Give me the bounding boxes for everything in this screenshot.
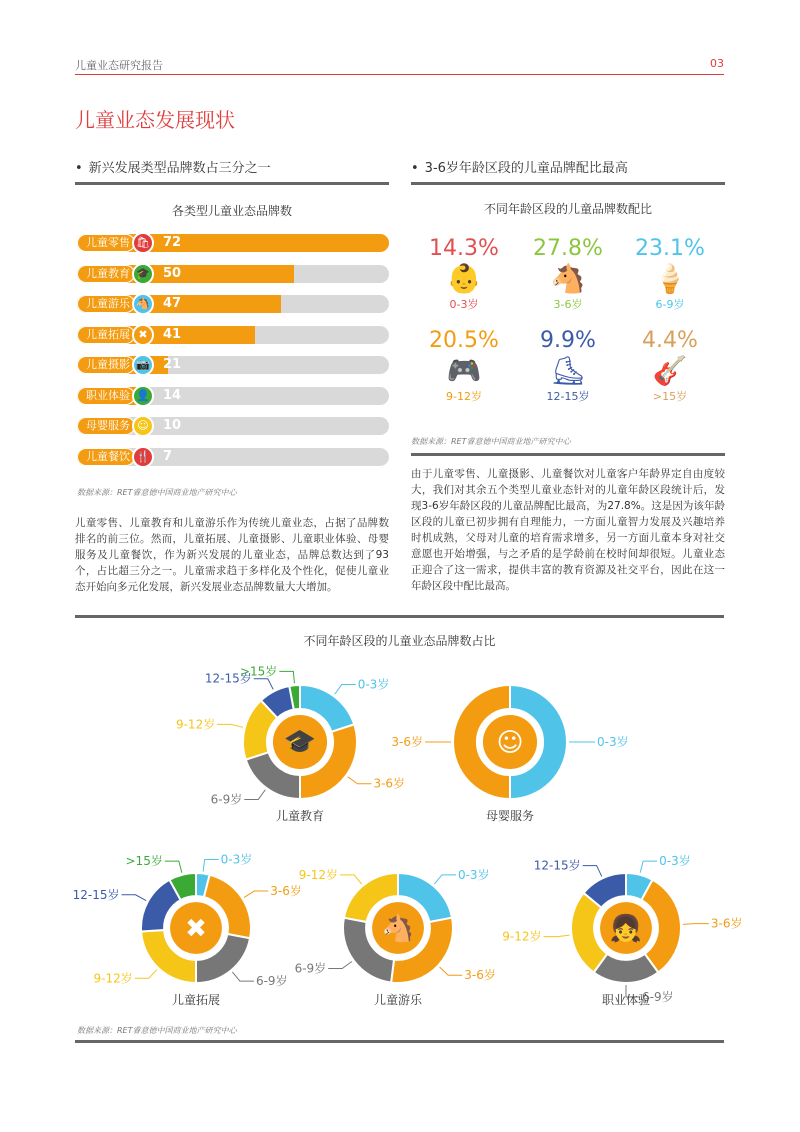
donut-leader-line (434, 875, 456, 884)
donut-slice-label: 0-3岁 (597, 735, 629, 749)
donut-slice-label: 0-3岁 (357, 677, 390, 692)
age-percent-value: 9.9% (540, 328, 596, 353)
donut-slice-label: 6-9岁 (255, 974, 288, 989)
donut-leader-line (328, 962, 352, 969)
bottom-section-rule (75, 1040, 724, 1043)
donut-leader-line (217, 724, 243, 727)
bar-category-label: 儿童教育 (77, 265, 135, 283)
age-percent-value: 4.4% (642, 328, 698, 353)
donut-leader-line (340, 875, 362, 884)
donut-slice-label: 12-15岁 (533, 858, 581, 873)
bar-value-label: 72 (163, 235, 182, 250)
smiley-icon: ☺ (132, 415, 154, 437)
donut-slice-label: 9-12岁 (502, 929, 542, 944)
left-paragraph: 儿童零售、儿童教育和儿童游乐作为传统儿童业态，占据了品牌数排名的前三位。然而，儿童拓展、儿童摄影、儿童职业体验、母婴服务及儿童餐饮，作为新兴发展的儿童业态，品牌总数达到了93个，占比超三分之一。儿童需求趋于多样化及个性化，促使儿童业态开始向多元化发展，新兴发展业态品牌数量大大增加。 (75, 517, 389, 593)
donut-leader-line (254, 679, 273, 690)
donut-leader-line (583, 866, 602, 877)
donut-title: 母婴服务 (485, 809, 534, 823)
donut-leader-line (232, 972, 254, 981)
donut-leader-line (244, 790, 265, 800)
bar-category-label: 职业体验 (77, 387, 135, 405)
donut-slice-label: 6-9岁 (294, 961, 327, 976)
donut-leader-line (165, 861, 182, 873)
donut-slice-label: 9-12岁 (298, 867, 339, 882)
bar-category-label: 儿童餐饮 (77, 448, 135, 466)
report-title: 儿童业态研究报告 (75, 59, 163, 72)
donut-leader-line (640, 861, 657, 873)
donut-leader-line (544, 935, 570, 937)
donut-center-icon: 👧 (609, 914, 643, 944)
bar-value-label: 50 (163, 265, 182, 281)
right-source-note: 数据来源：RET睿意德中国商业地产研究中心 (411, 437, 571, 446)
age-range-label: 12-15岁 (546, 390, 590, 403)
graduation-cap-icon: 🎓 (132, 263, 154, 285)
donut-slice-label: 0-3岁 (220, 852, 253, 867)
donut-slice-label: 12-15岁 (204, 671, 252, 686)
donut-slice-label: 3-6岁 (270, 884, 302, 899)
donut-center-icon: 🎓 (283, 728, 317, 758)
donut-leader-line (244, 891, 268, 897)
donut-center-icon: 🐴 (381, 914, 415, 944)
ice-cream-icon: 🍦 (652, 262, 688, 295)
donut-slice-label: 9-12岁 (93, 971, 133, 986)
donut-title: 儿童教育 (275, 809, 324, 823)
donut-leader-line (135, 970, 157, 979)
bar-chart-title: 各类型儿童业态品牌数 (171, 204, 292, 218)
donut-title: 儿童游乐 (373, 993, 422, 1007)
donut-slice-label: >15岁 (125, 854, 163, 869)
donut-title: 儿童拓展 (171, 993, 220, 1007)
donut-slice-label: 0-3岁 (457, 867, 490, 882)
age-range-label: 9-12岁 (446, 390, 482, 403)
fork-knife-icon: 🍴 (132, 446, 154, 468)
donut-title: 职业体验 (601, 993, 650, 1007)
gamepad-icon: 🎮 (446, 354, 482, 387)
age-range-label: 0-3岁 (449, 298, 479, 311)
bar-category-label: 母婴服务 (77, 417, 135, 435)
right-section-heading: • 3-6岁年龄区段的儿童品牌配比最高 (411, 157, 628, 176)
age-percent-value: 20.5% (429, 328, 499, 353)
guitar-icon: 🎸 (652, 354, 688, 387)
donut-leader-line (122, 895, 147, 901)
shopping-bag-icon: 🛍 (132, 232, 154, 254)
age-range-label: 3-6岁 (553, 298, 583, 311)
age-percent-value: 23.1% (635, 236, 705, 261)
rocking-horse-icon: 🐴 (550, 262, 586, 295)
camera-icon: 📷 (132, 354, 154, 376)
donut-leader-line (335, 685, 356, 695)
donut-slice-label: 3-6岁 (464, 968, 496, 983)
donut-center-icon: ☺ (496, 728, 524, 758)
age-range-label: >15岁 (652, 390, 688, 403)
donut-section-title: 不同年龄区段的儿童业态品牌数占比 (303, 634, 496, 648)
left-source-note: 数据来源：RET睿意德中国商业地产研究中心 (77, 488, 237, 497)
bar-value-label: 10 (163, 418, 182, 433)
bar-value-label: 41 (163, 326, 182, 342)
age-percent-value: 27.8% (533, 236, 603, 261)
donut-leader-line (683, 924, 709, 925)
bar-value-label: 7 (163, 448, 173, 464)
donut-center-icon: ✖ (185, 914, 207, 944)
bar-value-label: 47 (163, 296, 182, 311)
donut-slice-label: 3-6岁 (710, 916, 743, 931)
baby-icon: 👶 (446, 262, 482, 295)
bar-value-label: 21 (163, 357, 182, 372)
page-title: 儿童业态发展现状 (75, 108, 235, 132)
bar-category-label: 儿童拓展 (77, 326, 135, 344)
donut-slice-label: 3-6岁 (373, 776, 406, 791)
age-ratio-title: 不同年龄区段的儿童品牌数配比 (483, 202, 652, 216)
bar-value-label: 14 (163, 387, 182, 403)
puzzle-icon: ✖ (132, 324, 154, 346)
right-paragraph: 由于儿童零售、儿童摄影、儿童餐饮对儿童客户年龄界定自由度较大，我们对其余五个类型儿童业态针对的儿童年龄区段统计后，发现3-6岁年龄区段的儿童品牌配比最高，为27.8%。这是因为该年龄区段的儿童已初步拥有自理能力，一方面儿童智力发展及兴趣培养时机成熟，父母对儿童的培育需求增多，另一方面儿童本身对社交意愿也开始增强，与之矛盾的是学龄前在校时间却很短。儿童业态正迎合了这一需求，提供丰富的教育资源及社交平台，因此在这一年龄区段中配比最高。 (411, 468, 725, 592)
bottom-source-note: 数据来源：RET睿意德中国商业地产研究中心 (77, 1026, 237, 1035)
age-range-label: 6-9岁 (655, 298, 685, 311)
donut-leader-line (203, 860, 219, 872)
donut-slice-label: >15岁 (239, 664, 278, 679)
person-icon: 👤 (132, 385, 154, 407)
donut-leader-line (279, 671, 294, 683)
page-number: 03 (710, 57, 724, 70)
left-section-heading: • 新兴发展类型品牌数占三分之一 (75, 157, 271, 176)
donut-slice-label: 12-15岁 (72, 887, 120, 902)
bar-category-label: 儿童零售 (77, 234, 135, 252)
donut-slice-label: 0-3岁 (659, 854, 691, 869)
bar-category-label: 儿童摄影 (77, 356, 135, 374)
rocking-horse-icon: 🐴 (132, 293, 154, 315)
donut-slice-label: 6-9岁 (210, 792, 243, 807)
bar-category-label: 儿童游乐 (77, 295, 135, 313)
donut-leader-line (440, 967, 463, 975)
donut-leader-line (348, 777, 372, 784)
donut-slice-label: 3-6岁 (391, 735, 423, 749)
roller-skate-icon: ⛸ (550, 354, 586, 387)
donut-slice-label: 9-12岁 (175, 717, 216, 732)
donut-slice-label: 6-9岁 (642, 990, 674, 1004)
age-percent-value: 14.3% (429, 236, 499, 261)
